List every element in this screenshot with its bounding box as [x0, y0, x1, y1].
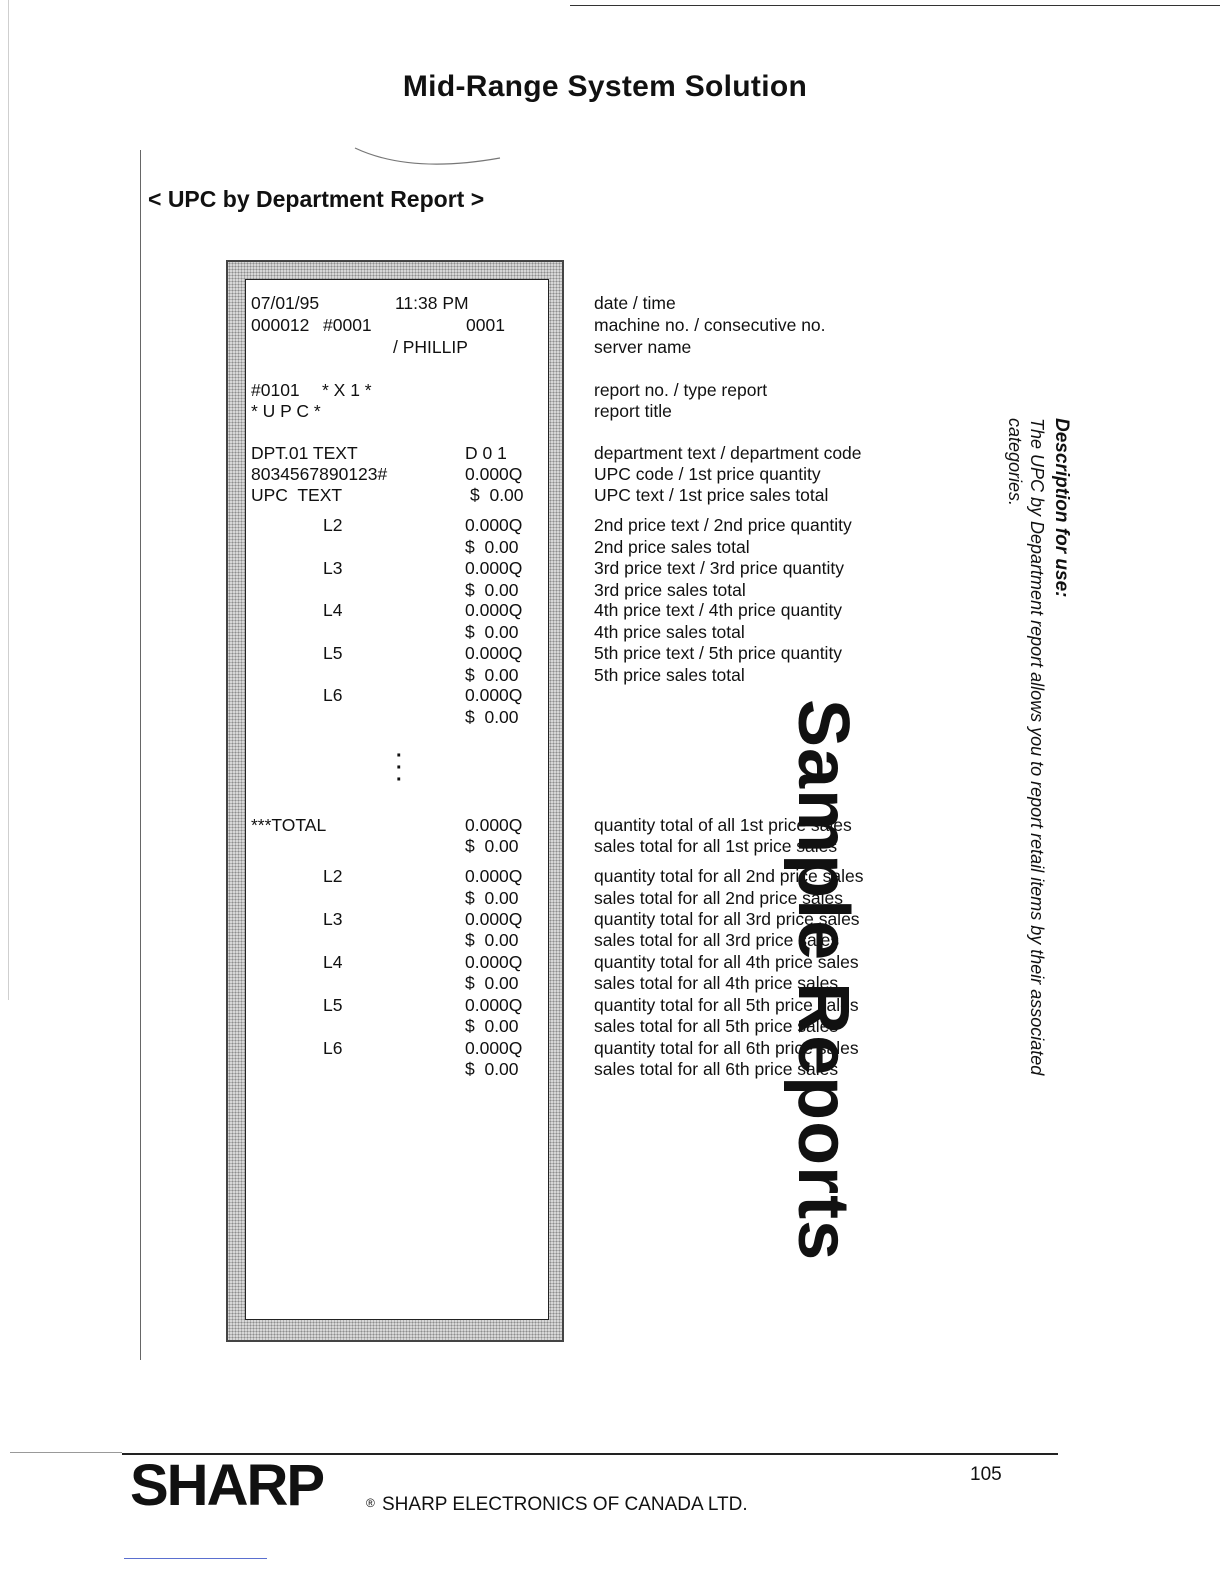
desc-line: quantity total for all 6th price sales: [594, 1038, 859, 1058]
price-level-amt: $ 0.00: [465, 707, 519, 727]
receipt-total-qty: 0.000Q: [465, 815, 523, 835]
desc-line: server name: [594, 337, 692, 357]
desc-line: sales total for all 4th price sales: [594, 973, 839, 993]
receipt-total-amt: $ 0.00: [465, 836, 519, 856]
description-body: The UPC by Department report allows you to report retail items by their associated categories.: [1005, 418, 1047, 1076]
receipt-dept-text: DPT.01 TEXT: [251, 443, 358, 463]
receipt-report-type: * X 1 *: [322, 380, 372, 400]
total-level-amt: $ 0.00: [465, 930, 519, 950]
receipt-dept-code: D 0 1: [465, 443, 507, 463]
desc-line: 4th price text / 4th price quantity: [594, 600, 843, 620]
description-heading: Description for use:: [1051, 418, 1072, 598]
total-level-qty: 0.000Q: [465, 909, 523, 929]
total-level-label: L5: [323, 995, 343, 1015]
price-level-qty: 0.000Q: [465, 685, 523, 705]
desc-line: quantity total of all 1st price sales: [594, 815, 852, 835]
section-title: < UPC by Department Report >: [148, 186, 485, 212]
desc-line: machine no. / consecutive no.: [594, 315, 826, 335]
description-block: [1004, 418, 1072, 1148]
desc-line: 3rd price sales total: [594, 580, 746, 600]
margin-line: [140, 150, 141, 1360]
price-level-amt: $ 0.00: [465, 537, 519, 557]
receipt-time: 11:38 PM: [395, 293, 469, 313]
desc-line: sales total for all 3rd price sales: [594, 930, 840, 950]
price-level-label: L3: [323, 558, 343, 578]
desc-line: sales total for all 1st price sales: [594, 836, 838, 856]
total-level-qty: 0.000Q: [465, 995, 523, 1015]
receipt-upc-total: $ 0.00: [470, 485, 524, 505]
desc-line: UPC code / 1st price quantity: [594, 464, 821, 484]
top-rule: [570, 5, 1220, 6]
total-level-qty: 0.000Q: [465, 866, 523, 886]
bottom-link-line: [124, 1558, 267, 1559]
receipt-upc-text: UPC TEXT: [251, 485, 343, 505]
page-number: 105: [970, 1464, 1002, 1485]
receipt-upc-code: 8034567890123#: [251, 464, 388, 484]
page-header-title: Mid-Range System Solution: [402, 70, 808, 103]
desc-line: date / time: [594, 293, 676, 313]
receipt-consecutive-tag: #0001: [323, 315, 372, 335]
total-level-amt: $ 0.00: [465, 973, 519, 993]
total-level-amt: $ 0.00: [465, 1059, 519, 1079]
desc-line: sales total for all 5th price sales: [594, 1016, 839, 1036]
receipt-consecutive-no: 0001: [466, 315, 505, 335]
price-level-label: L2: [323, 515, 343, 535]
desc-line: 3rd price text / 3rd price quantity: [594, 558, 844, 578]
footer-rule-thin: [10, 1452, 122, 1453]
desc-line: department text / department code: [594, 443, 862, 463]
price-level-label: L5: [323, 643, 343, 663]
total-level-label: L2: [323, 866, 343, 886]
desc-line: 2nd price text / 2nd price quantity: [594, 515, 852, 535]
receipt-total-label: ***TOTAL: [251, 815, 327, 835]
price-level-qty: 0.000Q: [465, 643, 523, 663]
receipt-date: 07/01/95: [251, 293, 320, 313]
price-level-qty: 0.000Q: [465, 600, 523, 620]
total-level-qty: 0.000Q: [465, 1038, 523, 1058]
desc-line: UPC text / 1st price sales total: [594, 485, 829, 505]
swoosh-icon: [350, 140, 510, 180]
desc-line: report no. / type report: [594, 380, 768, 400]
desc-line: quantity total for all 5th price sales: [594, 995, 859, 1015]
side-title-sample-reports: Sample Reports: [782, 699, 863, 1262]
desc-line: 5th price text / 5th price quantity: [594, 643, 843, 663]
price-level-amt: $ 0.00: [465, 622, 519, 642]
desc-line: report title: [594, 401, 672, 421]
total-level-amt: $ 0.00: [465, 1016, 519, 1036]
total-level-qty: 0.000Q: [465, 952, 523, 972]
price-level-label: L4: [323, 600, 343, 620]
sharp-logo: SHARP: [130, 1453, 324, 1518]
price-level-amt: $ 0.00: [465, 580, 519, 600]
desc-line: quantity total for all 2nd price sales: [594, 866, 864, 886]
desc-line: 2nd price sales total: [594, 537, 750, 557]
receipt-server: / PHILLIP: [393, 337, 468, 357]
desc-line: sales total for all 6th price sales: [594, 1059, 839, 1079]
price-level-label: L6: [323, 685, 343, 705]
price-level-amt: $ 0.00: [465, 665, 519, 685]
desc-line: sales total for all 2nd price sales: [594, 888, 844, 908]
company-name: SHARP ELECTRONICS OF CANADA LTD.: [382, 1494, 748, 1515]
total-level-amt: $ 0.00: [465, 888, 519, 908]
left-edge-line: [8, 0, 9, 1000]
total-level-label: L3: [323, 909, 343, 929]
price-level-qty: 0.000Q: [465, 515, 523, 535]
price-level-qty: 0.000Q: [465, 558, 523, 578]
desc-line: quantity total for all 3rd price sales: [594, 909, 860, 929]
total-level-label: L6: [323, 1038, 343, 1058]
continuation-dots: · · ·: [396, 745, 403, 791]
receipt-report-title: * U P C *: [251, 401, 321, 421]
receipt-report-no: #0101: [251, 380, 300, 400]
receipt-upc-qty: 0.000Q: [465, 464, 523, 484]
desc-line: 4th price sales total: [594, 622, 745, 642]
receipt-paper: [245, 279, 549, 1320]
desc-line: quantity total for all 4th price sales: [594, 952, 859, 972]
desc-line: 5th price sales total: [594, 665, 745, 685]
receipt-machine-no: 000012: [251, 315, 310, 335]
registered-mark: ®: [366, 1496, 375, 1510]
total-level-label: L4: [323, 952, 343, 972]
